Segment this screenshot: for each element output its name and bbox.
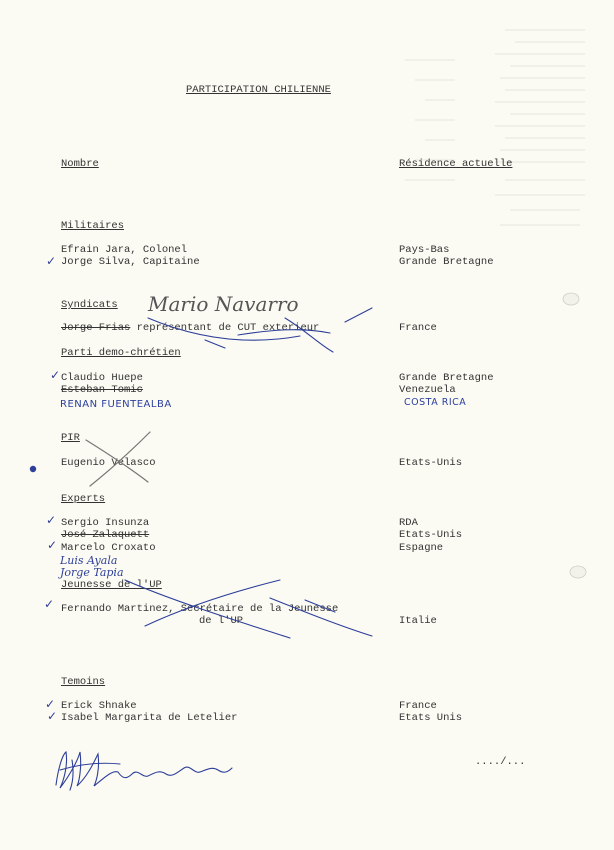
pen-stroke <box>345 308 372 322</box>
pen-stroke <box>205 340 225 348</box>
checkmark-icon: ✓ <box>47 709 58 723</box>
list-item-residence: Etats Unis <box>399 712 463 724</box>
list-item-name-continued: de l'UP <box>199 615 244 627</box>
list-item-name: Erick Shnake <box>61 700 137 712</box>
list-item-residence: Pays-Bas <box>399 244 450 256</box>
list-item-residence: Etats-Unis <box>399 457 463 469</box>
signature-scribble <box>56 752 232 788</box>
section-title-pir: PIR <box>61 432 80 444</box>
show-through-texture <box>395 20 595 260</box>
handwritten-added-residence: COSTA RICA <box>404 397 467 408</box>
handwritten-added-name: RENAN FUENTEALBA <box>60 399 172 410</box>
list-item-residence: France <box>399 700 437 712</box>
list-item-name: Eugenio Velasco <box>61 457 156 469</box>
handwritten-added-name: Luis Ayala <box>60 554 118 567</box>
section-title-temoins: Temoins <box>61 676 106 688</box>
section-title-jeunesse: Jeunesse de l'UP <box>61 579 162 591</box>
list-item-residence: Espagne <box>399 542 444 554</box>
list-item-residence: Grande Bretagne <box>399 256 494 268</box>
column-header-name: Nombre <box>61 158 99 170</box>
section-title-militaires: Militaires <box>61 220 125 232</box>
list-item-residence: Italie <box>399 615 437 627</box>
checkmark-icon: ✓ <box>44 597 55 611</box>
punch-hole <box>563 293 579 305</box>
checkmark-icon: ✓ <box>46 254 57 268</box>
list-item-syndicat <box>61 322 319 334</box>
list-item-name-struck: José Zalaquett <box>61 529 150 541</box>
section-title-experts: Experts <box>61 493 106 505</box>
list-item-name: Marcelo Croxato <box>61 542 156 554</box>
page-title: PARTICIPATION CHILIENNE <box>186 84 331 96</box>
list-item-name: Sergio Insunza <box>61 517 150 529</box>
signature-scribble <box>60 763 120 770</box>
punch-hole <box>570 566 586 578</box>
list-item-residence: Grande Bretagne <box>399 372 494 384</box>
ink-dot <box>30 466 36 472</box>
list-item-name-struck: Esteban Tomic <box>61 384 143 396</box>
list-item-residence: Venezuela <box>399 384 456 396</box>
list-item-name: Efrain Jara, Colonel <box>61 244 188 256</box>
struck-name: Jorge Frias <box>61 322 131 334</box>
handwritten-added-name: Jorge Tapia <box>60 566 124 579</box>
checkmark-icon: ✓ <box>46 513 57 527</box>
handwritten-annotation: Mario Navarro <box>148 292 299 316</box>
checkmark-icon: ✓ <box>50 368 61 382</box>
section-title-syndicats: Syndicats <box>61 299 118 311</box>
list-item-residence: Etats-Unis <box>399 529 463 541</box>
list-item-role: représentant de CUT exterieur <box>130 322 320 334</box>
list-item-name: Isabel Margarita de Letelier <box>61 712 238 724</box>
list-item-name: Fernando Martinez, Secrétaire de la Jeunesse <box>61 603 339 615</box>
checkmark-icon: ✓ <box>47 538 58 552</box>
continuation-marker: ..../... <box>475 756 526 768</box>
list-item-residence: France <box>399 322 437 334</box>
list-item-residence: RDA <box>399 517 418 529</box>
list-item-name: Claudio Huepe <box>61 372 143 384</box>
signature-scribble <box>70 760 73 790</box>
column-header-residence: Résidence actuelle <box>399 158 513 170</box>
list-item-name: Jorge Silva, Capitaine <box>61 256 200 268</box>
section-title-demo-chretien: Parti demo-chrétien <box>61 347 181 359</box>
checkmark-icon: ✓ <box>45 697 56 711</box>
